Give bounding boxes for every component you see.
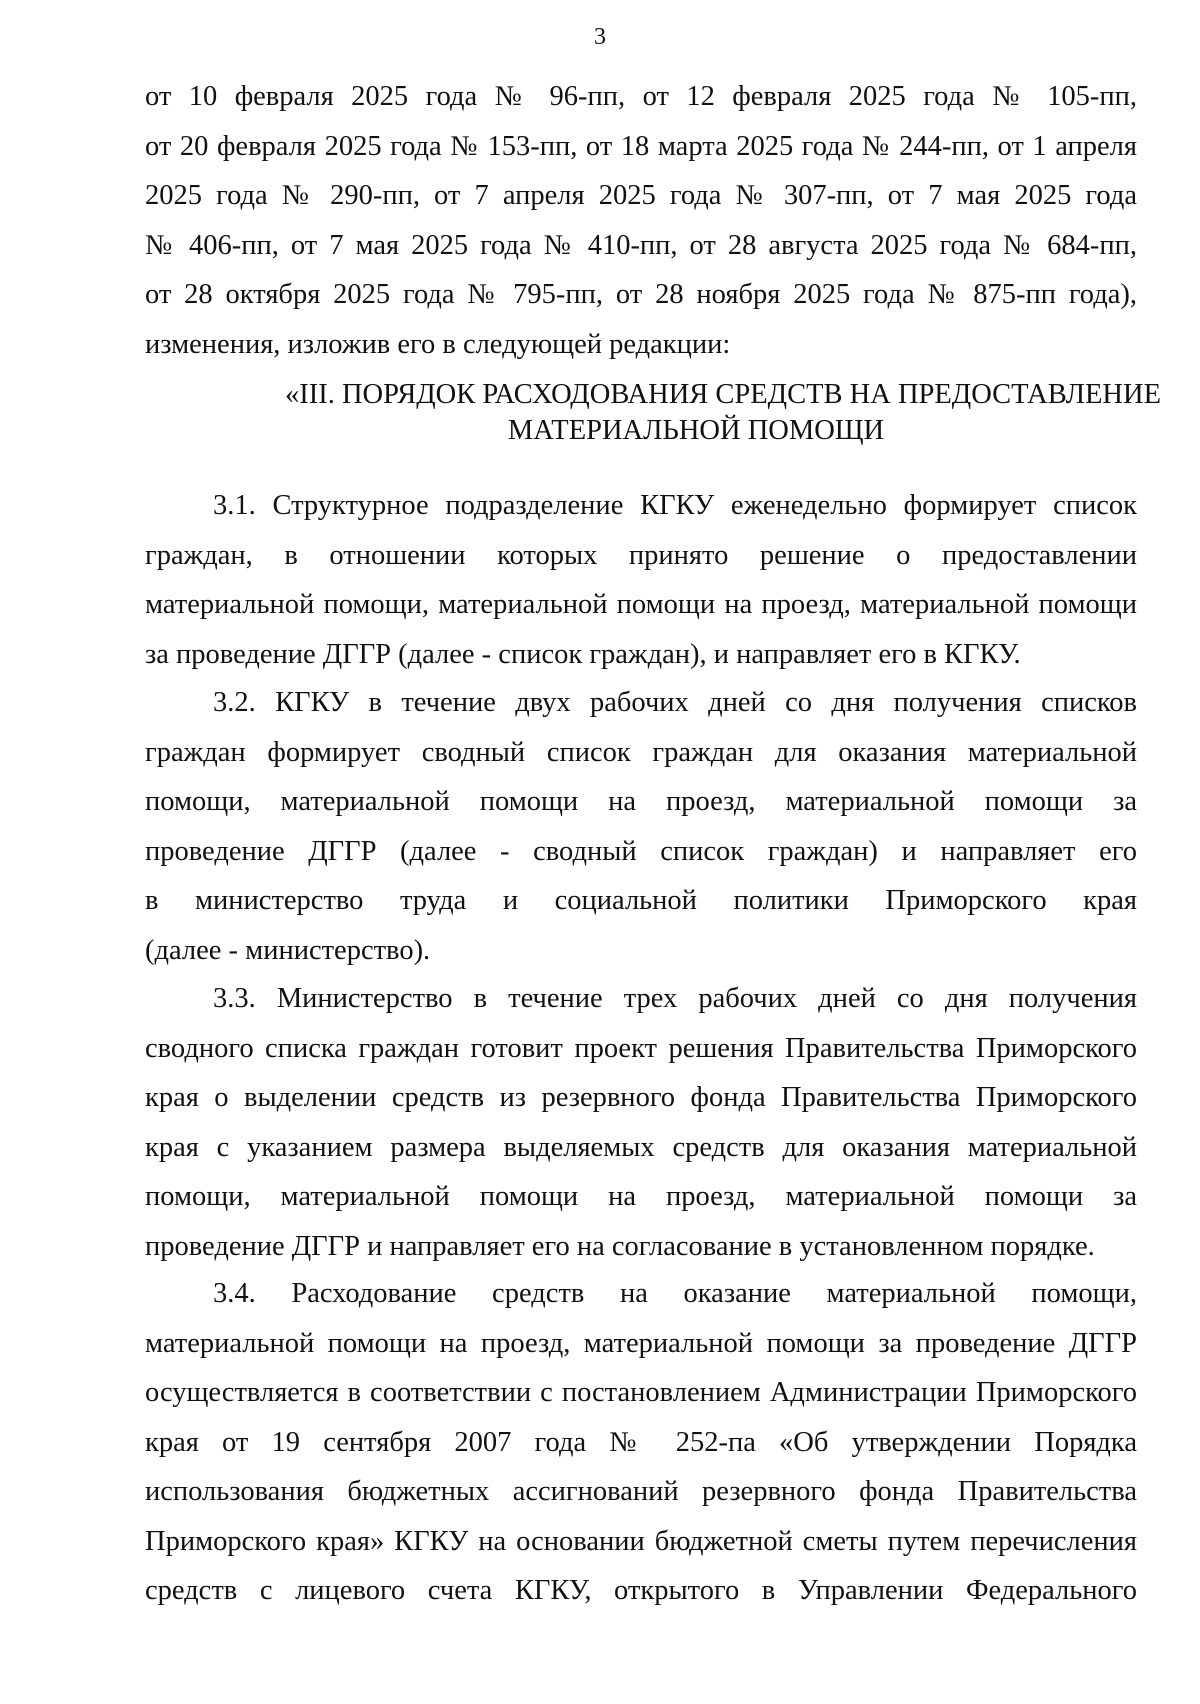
paragraph-line: (далее - министерство). xyxy=(145,934,431,966)
intro-line: № 406-пп, от 7 мая 2025 года № 410-пп, от 28 августа 2025 года № 684-пп, xyxy=(145,229,1137,261)
page-number: 3 xyxy=(594,24,606,50)
paragraph-line: края о выделении средств из резервного фонда Правительства Приморского xyxy=(145,1082,1137,1113)
paragraph-line: помощи, материальной помощи на проезд, материальной помощи за xyxy=(145,786,1137,817)
paragraph-line: Приморского края» КГКУ на основании бюджетной сметы путем перечисления xyxy=(145,1525,1137,1557)
paragraph-line: проведение ДГГР и направляет его на согласование в установленном порядке. xyxy=(145,1230,1095,1262)
paragraph-line: средств с лицевого счета КГКУ, открытого в Управлении Федерального xyxy=(145,1575,1137,1606)
section-heading xyxy=(145,377,1161,449)
paragraph-line: края с указанием размера выделяемых средств для оказания материальной xyxy=(145,1131,1137,1163)
paragraph-line: 3.3. Министерство в течение трех рабочих дней со дня получения xyxy=(213,983,1137,1014)
intro-paragraph xyxy=(145,72,1137,369)
heading-line: «III. ПОРЯДОК РАСХОДОВАНИЯ СРЕДСТВ НА ПРЕДОСТАВЛЕНИЕ xyxy=(285,379,1161,410)
intro-line: от 28 октября 2025 года № 795-пп, от 28 ноября 2025 года № 875-пп года), xyxy=(145,279,1137,310)
paragraph-3-2 xyxy=(145,678,1137,975)
intro-line: от 10 февраля 2025 года № 96-пп, от 12 февраля 2025 года № 105-пп, xyxy=(145,81,1137,112)
intro-line: изменения, изложив его в следующей редакции: xyxy=(145,328,731,360)
paragraph-line: материальной помощи на проезд, материальной помощи за проведение ДГГР xyxy=(145,1327,1137,1359)
paragraph-3-4 xyxy=(145,1269,1137,1616)
paragraph-line: за проведение ДГГР (далее - список граждан), и направляет его в КГКУ. xyxy=(145,638,1021,670)
paragraph-3-1 xyxy=(145,481,1137,679)
paragraph-line: материальной помощи, материальной помощи на проезд, материальной помощи xyxy=(145,589,1137,620)
intro-line: 2025 года № 290-пп, от 7 апреля 2025 года № 307-пп, от 7 мая 2025 года xyxy=(145,180,1137,211)
heading-line: МАТЕРИАЛЬНОЙ ПОМОЩИ xyxy=(507,415,885,446)
paragraph-3-3 xyxy=(145,974,1137,1271)
paragraph-line: проведение ДГГР (далее - сводный список граждан) и направляет его xyxy=(145,835,1137,867)
paragraph-line: осуществляется в соответствии с постановлением Администрации Приморского xyxy=(145,1377,1137,1408)
paragraph-line: края от 19 сентября 2007 года № 252-па «Об утверждении Порядка xyxy=(145,1426,1137,1458)
paragraph-line: граждан формирует сводный список граждан для оказания материальной xyxy=(145,736,1137,768)
intro-line: от 20 февраля 2025 года № 153-пп, от 18 марта 2025 года № 244-пп, от 1 апреля xyxy=(145,130,1137,162)
paragraph-line: использования бюджетных ассигнований резервного фонда Правительства xyxy=(145,1476,1137,1507)
paragraph-line: 3.4. Расходование средств на оказание материальной помощи, xyxy=(213,1278,1137,1309)
paragraph-line: 3.1. Структурное подразделение КГКУ еженедельно формирует список xyxy=(213,490,1137,521)
paragraph-line: сводного списка граждан готовит проект решения Правительства Приморского xyxy=(145,1032,1137,1064)
paragraph-line: помощи, материальной помощи на проезд, материальной помощи за xyxy=(145,1181,1137,1212)
paragraph-line: граждан, в отношении которых принято решение о предоставлении xyxy=(145,539,1137,571)
paragraph-line: 3.2. КГКУ в течение двух рабочих дней со дня получения списков xyxy=(213,687,1137,718)
paragraph-line: в министерство труда и социальной политики Приморского края xyxy=(145,885,1137,916)
